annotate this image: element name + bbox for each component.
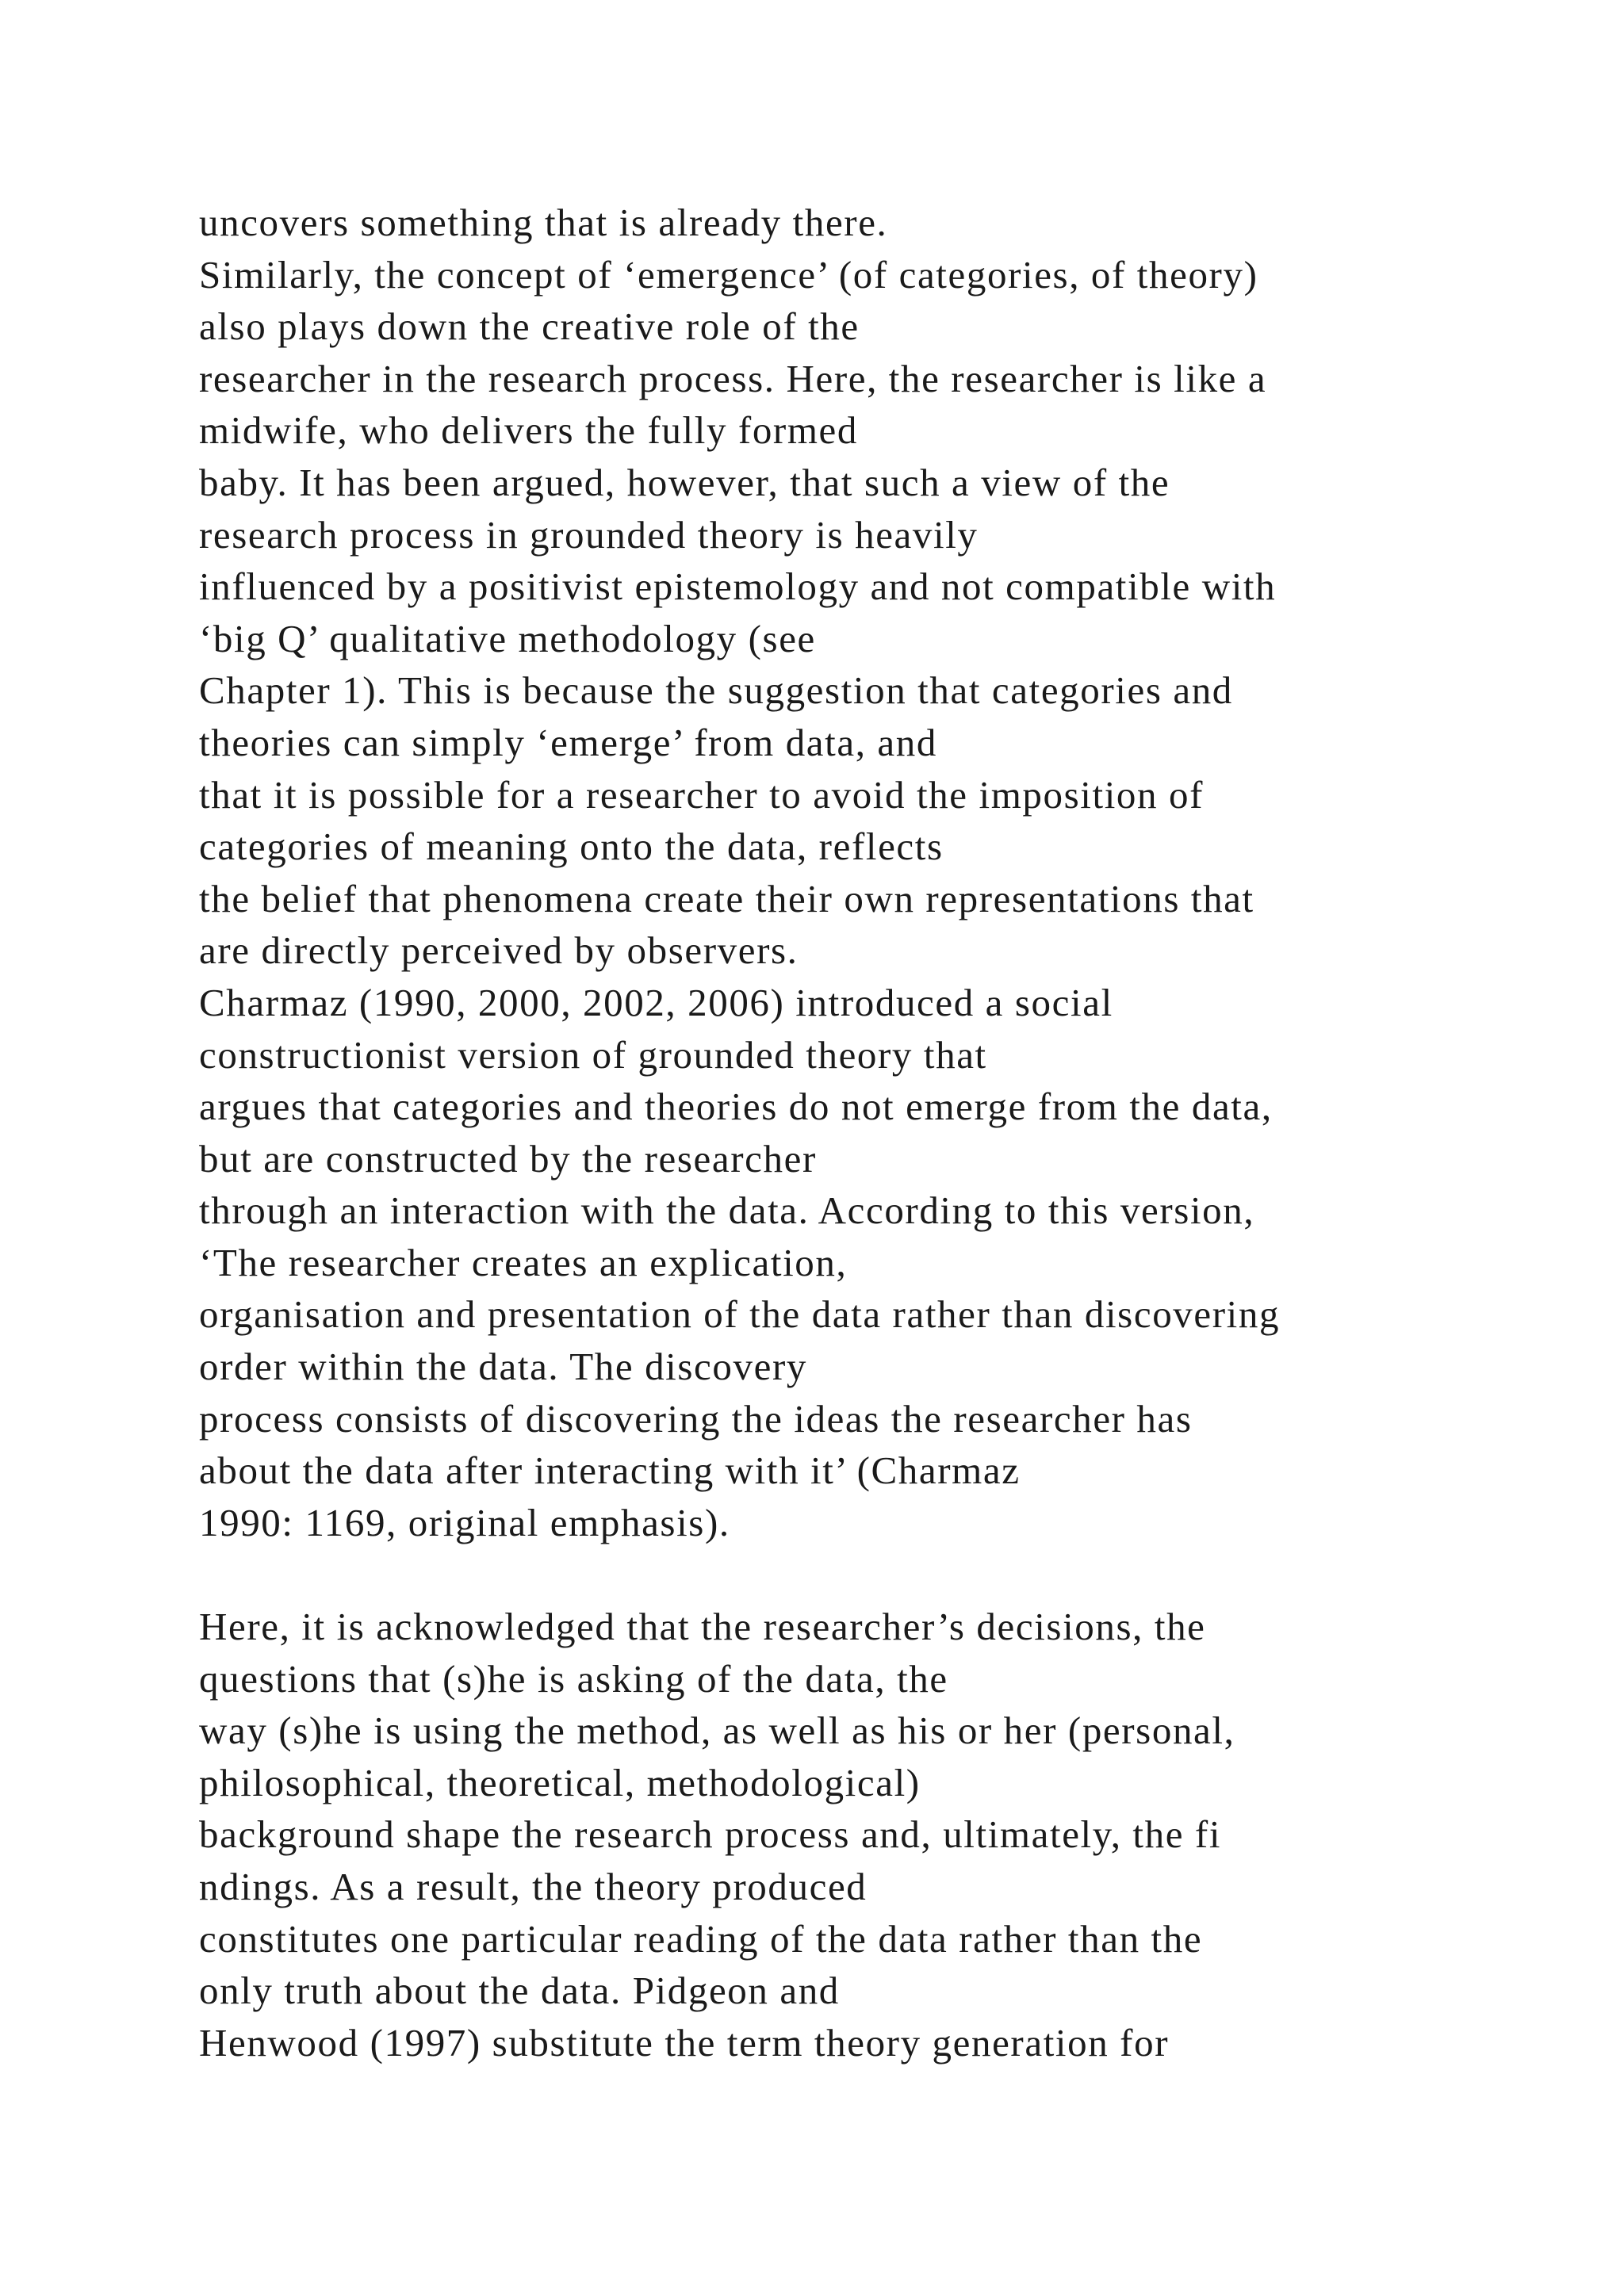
text-line: the belief that phenomena create their own representations that [199, 876, 1254, 920]
text-line: about the data after interacting with it’ (Charmaz [199, 1448, 1021, 1493]
text-line: process consists of discovering the ideas the researcher has [199, 1396, 1193, 1441]
text-line: Henwood (1997) substitute the term theory generation for [199, 2020, 1170, 2064]
text-line: are directly perceived by observers. [199, 928, 799, 973]
text-line: constructionist version of grounded theory that [199, 1032, 987, 1077]
text-line: Chapter 1). This is because the suggestion that categories and [199, 668, 1233, 713]
text-line: midwife, who delivers the fully formed [199, 408, 858, 453]
text-line: ‘big Q’ qualitative methodology (see [199, 616, 816, 660]
document-body [199, 197, 1618, 2068]
text-line: only truth about the data. Pidgeon and [199, 1969, 840, 2013]
text-line: also plays down the creative role of the [199, 304, 860, 349]
text-line: Charmaz (1990, 2000, 2002, 2006) introduced a social [199, 980, 1113, 1024]
text-line: categories of meaning onto the data, reflects [199, 825, 944, 869]
text-line: way (s)he is using the method, as well as his or her (personal, [199, 1709, 1235, 1753]
text-line: through an interaction with the data. According to this version, [199, 1188, 1255, 1233]
text-line: 1990: 1169, original emphasis). [199, 1500, 730, 1544]
paragraph-2 [199, 1601, 1618, 2068]
text-line: research process in grounded theory is heavily [199, 512, 979, 557]
paragraph-1 [199, 197, 1618, 1548]
text-line: argues that categories and theories do not emerge from the data, [199, 1085, 1273, 1129]
text-line: theories can simply ‘emerge’ from data, and [199, 720, 937, 764]
text-line: questions that (s)he is asking of the data, the [199, 1656, 948, 1701]
text-line: background shape the research process and, ultimately, the fi [199, 1812, 1222, 1857]
text-line: Here, it is acknowledged that the researcher’s decisions, the [199, 1605, 1206, 1649]
text-line: but are constructed by the researcher [199, 1136, 817, 1181]
text-line: baby. It has been argued, however, that such a view of the [199, 460, 1170, 504]
text-line: ‘The researcher creates an explication, [199, 1240, 848, 1284]
paragraph-spacer [199, 1548, 1618, 1601]
text-line: uncovers something that is already there. [199, 201, 888, 244]
text-line: influenced by a positivist epistemology and not compatible with [199, 564, 1277, 609]
text-line: Similarly, the concept of ‘emergence’ (of categories, of theory) [199, 252, 1258, 297]
text-line: philosophical, theoretical, methodological) [199, 1760, 921, 1804]
text-line: constitutes one particular reading of the data rather than the [199, 1916, 1203, 1961]
text-line: organisation and presentation of the data rather than discovering [199, 1292, 1281, 1337]
text-line: that it is possible for a researcher to avoid the imposition of [199, 772, 1204, 817]
text-line: ndings. As a result, the theory produced [199, 1865, 868, 1908]
text-line: researcher in the research process. Here, the researcher is like a [199, 356, 1267, 400]
text-line: order within the data. The discovery [199, 1345, 807, 1389]
